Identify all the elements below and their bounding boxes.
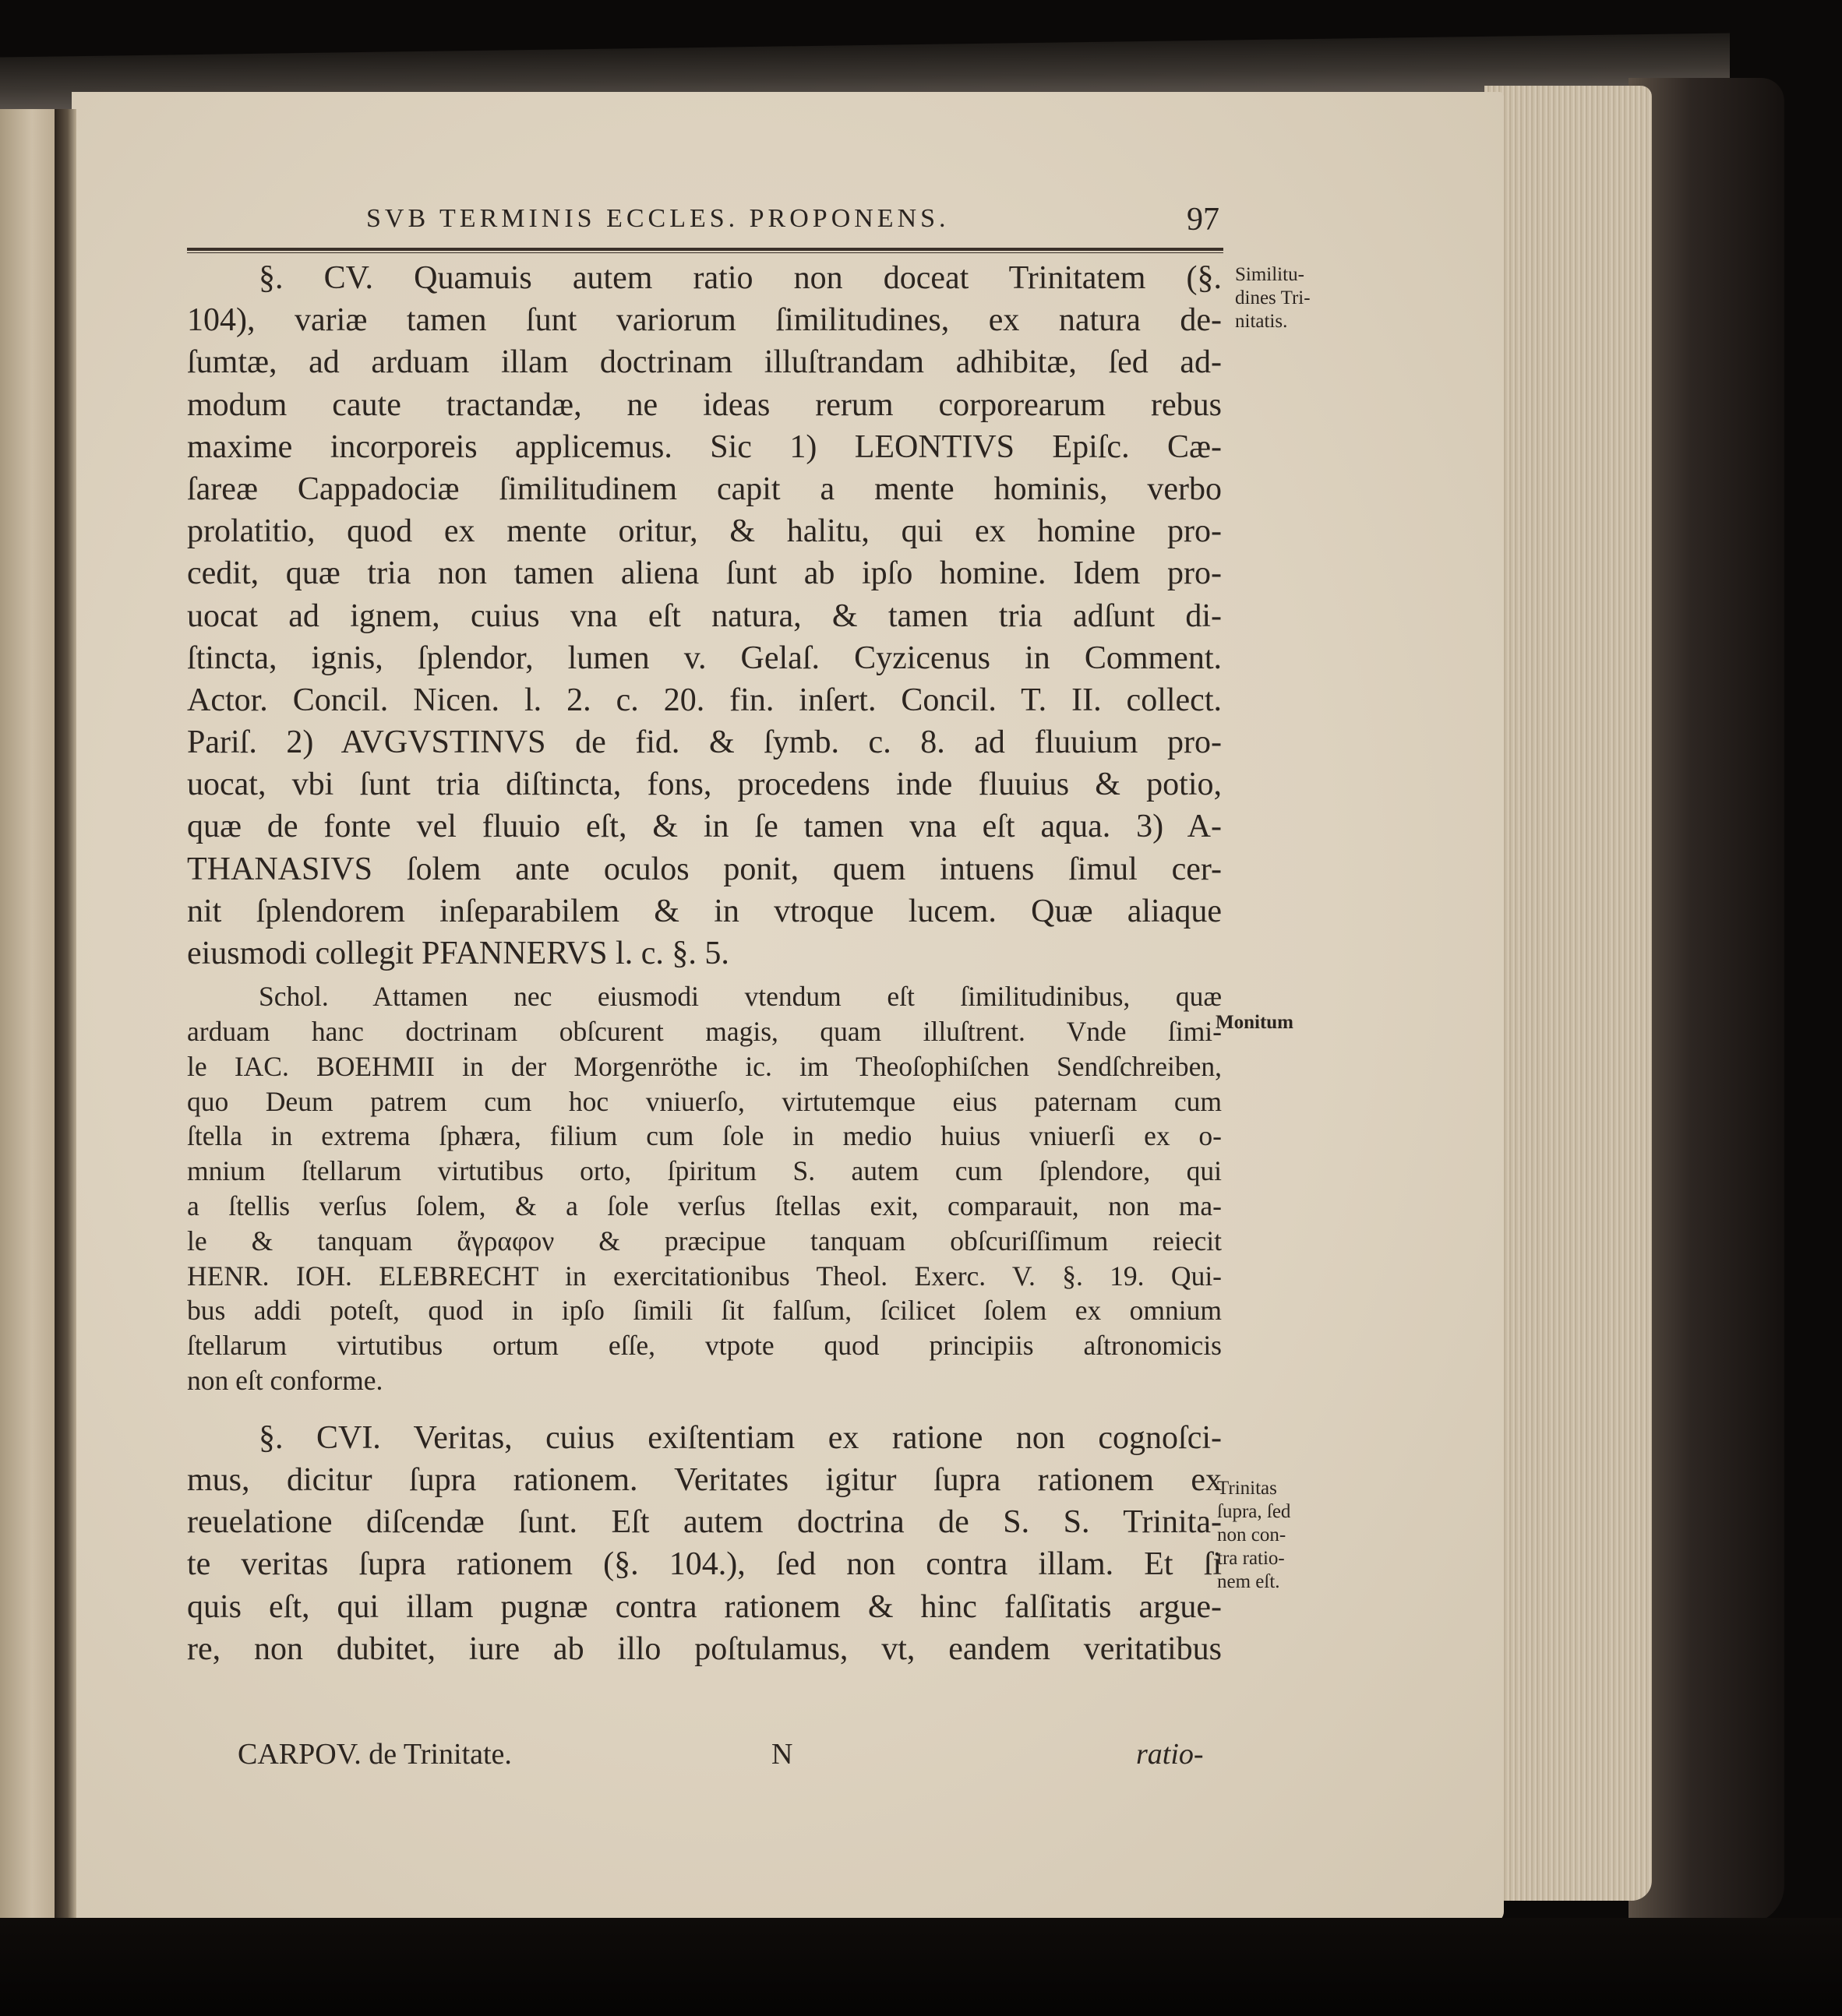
text-line: eiusmodi collegit PFANNERVS l. c. §. 5. [187,936,729,971]
margin-note-line: non con- [1217,1524,1286,1545]
section-106 [187,1417,1222,1670]
text-line: reuelatione diſcendæ ſunt. Eſt autem doctrina de S. S. Trinita- [187,1504,1222,1541]
signature-mark: N [771,1738,793,1771]
text-line: le IAC. BOEHMII in der Morgenröthe ic. im Theoſophiſchen Sendſchreiben, [187,1050,1222,1082]
margin-note-line: ſupra, ſed [1217,1501,1291,1522]
text-line: ſumtæ, ad arduam illam doctrinam illuſtrandam adhibitæ, ſed ad- [187,344,1222,381]
text-line: nit ſplendorem inſeparabilem & in vtroque lucem. Quæ aliaque [187,893,1222,929]
text-line: §. CV. Quamuis autem ratio non doceat Trinitatem (§. [259,260,1222,296]
text-line: ſtella in extrema ſphæra, filium cum ſole in medio huius vniuerſi ex o- [187,1120,1222,1152]
header-rule [187,248,1223,253]
text-line: 104), variæ tamen ſunt variorum ſimilitudines, ex natura de- [187,302,1222,339]
page-edges [1484,86,1652,1901]
text-line: quo Deum patrem cum hoc vniuerſo, virtutemque eius paternam cum [187,1085,1222,1117]
book-cover-right [1629,78,1784,1924]
text-line: non eſt conforme. [187,1364,383,1396]
bottom-shadow [0,1918,1842,2016]
text-line: a ſtellis verſus ſolem, & a ſole verſus ſtellas exit, comparauit, non ma- [187,1190,1222,1221]
margin-note-line: Trinitas [1217,1478,1277,1499]
page-number: 97 [1187,202,1219,238]
text-line: ſareæ Cappadociæ ſimilitudinem capit a mente hominis, verbo [187,471,1222,507]
text-line: prolatitio, quod ex mente oritur, & halitu, qui ex homine pro- [187,513,1222,550]
margin-note-line: tra ratio- [1217,1548,1285,1569]
text-line: bus addi poteſt, quod in ipſo ſimili ſit falſum, ſcilicet ſolem ex omnium [187,1295,1222,1327]
main-text [187,257,1222,1670]
text-line: Pariſ. 2) AVGVSTINVS de fid. & ſymb. c. 8. ad fluuium pro- [187,724,1222,761]
text-line: ſtincta, ignis, ſplendor, lumen v. Gelaſ. Cyzicenus in Comment. [187,640,1222,676]
text-line: HENR. IOH. ELEBRECHT in exercitationibus Theol. Exerc. V. §. 19. Qui- [187,1260,1222,1292]
text-line: re, non dubitet, iure ab illo poſtulamus, vt, eandem veritatibus [187,1630,1222,1667]
text-line: THANASIVS ſolem ante oculos ponit, quem intuens ſimul cer- [187,851,1222,887]
text-line: cedit, quæ tria non tamen aliena ſunt ab ipſo homine. Idem pro- [187,555,1222,592]
text-line: arduam hanc doctrinam obſcurent magis, quam illuſtrent. Vnde ſimi- [187,1015,1222,1047]
text-line: mus, dicitur ſupra rationem. Veritates igitur ſupra rationem ex [187,1461,1222,1498]
text-line: maxime incorporeis applicemus. Sic 1) LEONTIVS Epiſc. Cæ- [187,428,1222,465]
margin-note-line: Similitu- [1235,264,1304,285]
margin-note-line: Monitum [1216,1012,1293,1033]
text-line: quis eſt, qui illam pugnæ contra rationem & hinc falſitatis argue- [187,1588,1222,1625]
text-line: uocat ad ignem, cuius vna eſt natura, & tamen tria adſunt di- [187,597,1222,634]
scholion [187,979,1222,1398]
text-line: §. CVI. Veritas, cuius exiſtentiam ex ratione non cognoſci- [259,1419,1222,1456]
margin-note-trinitas [1217,1477,1290,1594]
text-line: Actor. Concil. Nicen. l. 2. c. 20. fin. inſert. Concil. T. II. collect. [187,682,1222,718]
margin-note-line: nitatis. [1235,311,1288,332]
text-line: Schol. Attamen nec eiusmodi vtendum eſt ſimilitudinibus, quæ [259,981,1222,1013]
text-line: te veritas ſupra rationem (§. 104.), ſed non contra illam. Et ſi [187,1546,1222,1583]
text-line: mnium ſtellarum virtutibus orto, ſpiritum S. autem cum ſplendore, qui [187,1155,1222,1187]
section-105 [187,257,1222,975]
running-head: SVB TERMINIS ECCLES. PROPONENS. [366,204,950,233]
margin-note-similitudines [1235,263,1311,333]
margin-note-line: nem eſt. [1217,1571,1280,1592]
margin-note-monitum [1216,1011,1293,1034]
book-gutter [55,109,76,1924]
text-line: ſtellarum virtutibus ortum eſſe, vtpote quod principiis aſtronomicis [187,1330,1222,1362]
text-line: modum caute tractandæ, ne ideas rerum corporearum rebus [187,386,1222,423]
text-line: uocat, vbi ſunt tria diſtincta, fons, procedens inde fluuius & potio, [187,767,1222,803]
text-line: le & tanquam ἄγραφον & præcipue tanquam obſcuriſſimum reiecit [187,1225,1222,1256]
margin-note-line: dines Tri- [1235,287,1311,308]
text-line: quæ de fonte vel fluuio eſt, & in ſe tamen vna eſt aqua. 3) A- [187,809,1222,845]
catchword: ratio- [1136,1738,1204,1771]
signature-author: CARPOV. de Trinitate. [238,1738,512,1771]
